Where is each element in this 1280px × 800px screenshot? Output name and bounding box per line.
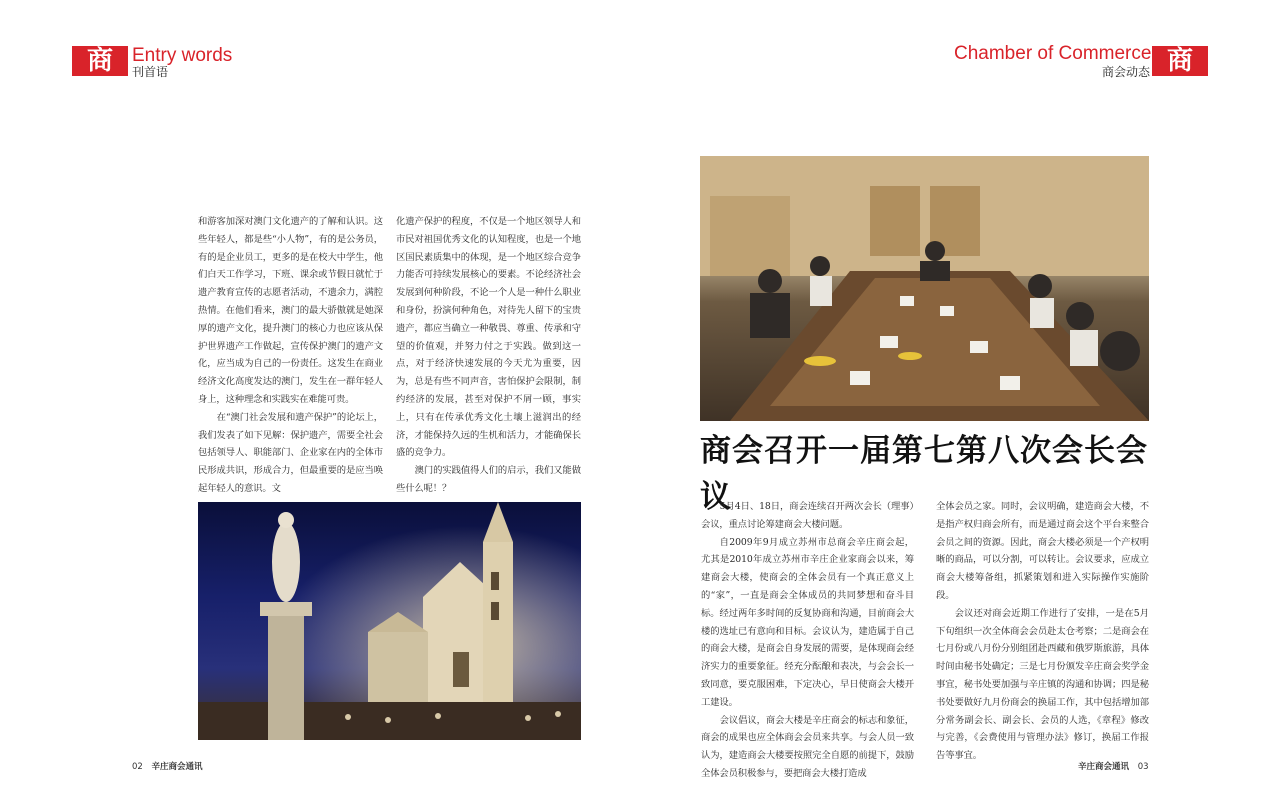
publication-name: 辛庄商会通讯: [1078, 762, 1130, 772]
page-number: 02: [132, 762, 143, 772]
left-text-column-1: [198, 213, 383, 494]
section-title-cn-right: 商会动态: [1102, 65, 1151, 79]
footer-right: [1078, 761, 1149, 773]
page-number: 03: [1137, 762, 1149, 772]
right-text-column-2: [936, 498, 1149, 762]
footer-left: [132, 761, 203, 773]
church-night-photo: [198, 502, 581, 740]
meeting-illustration: [700, 156, 1149, 421]
right-text-column-1: [701, 498, 914, 779]
paragraph: 化遗产保护的程度，不仅是一个地区领导人和市民对祖国优秀文化的认知程度，也是一个地区国民素质集中的体现，是一个地区综合竞争力能否可持续发展核心的要素。不论经济社会发展到何种阶段，不论一个人是一种什么职业和身份，扮演何种角色，对待先人留下的宝贵遗产，都应当确立一种敬畏、尊重、传承和守望的价值观，并努力付之于实践。做到这一点，对于经济快速发展的今天尤为重要，因为，总是有些不同声音，害怕保护会限制，制约经济的发展，甚至对保护不屑一顾，事实上，只有在传承优秀文化土壤上滋润出的经济，才能保持久远的生机和活力，才能确保长盛的竞争力。: [396, 216, 581, 459]
meeting-room-photo: [700, 156, 1149, 421]
brand-badge-right: 商: [1152, 46, 1208, 76]
left-text-column-2: [396, 213, 581, 494]
paragraph: 全体会员之家。同时，会议明确，建造商会大楼，不是指产权归商会所有，而是通过商会这个平台来整合会员之间的资源。因此，商会大楼必须是一个产权明晰的商品，可以分割，可以转让。会议要求，应成立商会大楼筹备组，抓紧策划和进入实际操作实施阶段。: [936, 501, 1149, 601]
publication-name: 辛庄商会通讯: [151, 762, 203, 772]
paragraph: 在“澳门社会发展和遗产保护”的论坛上，我们发表了如下见解：保护遗产，需要全社会包括领导人、职能部门、企业家在内的全体市民形成共识，形成合力，但最重要的是应当唤起年轻人的意识。文: [198, 411, 383, 494]
paragraph: 会议倡议，商会大楼是辛庄商会的标志和象征，商会的成果也应全体商会会员来共享。与会人员一致认为，建造商会大楼要按照完全自愿的前提下，鼓励全体会员积极参与，要把商会大楼打造成: [701, 714, 914, 779]
paragraph: 自2009年9月成立苏州市总商会辛庄商会起，尤其是2010年成立苏州市辛庄企业家商会以来，筹建商会大楼，使商会的全体会员有一个真正意义上的“家”，一直是商会全体成员的共同梦想和奋斗目标。经过两年多时间的反复协商和沟通，目前商会大楼的选址已有意向和目标。会议认为，建造属于自己的商会大楼，是商会自身发展的需要，是体现商会经济实力的重要象征。经充分酝酿和表决，与会会长一致同意，要克服困难，下定决心，早日使商会大楼开工建设。: [701, 536, 914, 708]
article-headline: 商会召开一届第七第八次会长会议: [700, 433, 1148, 515]
paragraph: 澳门的实践值得人们的启示，我们又能做些什么呢！？: [396, 465, 581, 494]
section-title-cn-left: 刊首语: [132, 65, 169, 79]
paragraph: 会议还对商会近期工作进行了安排，一是在5月下旬组织一次全体商会会员赴太仓考察；二是商会在七月份或八月份分别组团赴西藏和俄罗斯旅游，具体时间由秘书处确定；三是七月份颁发辛庄商会奖学金事宜，秘书处要加强与辛庄镇的沟通和协调；四是秘书处要做好九月份商会的换届工作，其中包括增加部分常务副会长、副会长、会员的人选，《章程》修改与完善，《会费使用与管理办法》修订，换届工作报告等事宜。: [936, 607, 1149, 762]
section-title-en-left: Entry words: [132, 45, 233, 66]
paragraph: 和游客加深对澳门文化遗产的了解和认识。这些年轻人，都是些“小人物”，有的是公务员，有的是企业员工，更多的是在校大中学生，他们白天工作学习，下班、课余或节假日就忙于遗产教育宣传的志愿者活动，不遗余力，满腔热情。在他们看来，澳门的最大骄傲就是她深厚的遗产文化，提升澳门的核心力也应该从保护世界遗产工作做起，宣传保护澳门的遗产文化，应当成为自己的一份责任。这发生在商业经济文化高度发达的澳门，发生在一群年轻人身上，这种理念和实践实在难能可贵。: [198, 216, 383, 405]
brand-badge-left: 商: [72, 46, 128, 76]
section-title-en-right: Chamber of Commerce: [954, 43, 1152, 64]
church-illustration: [198, 502, 581, 740]
paragraph: 5月4日、18日，商会连续召开两次会长（理事）会议，重点讨论筹建商会大楼问题。: [701, 501, 914, 530]
